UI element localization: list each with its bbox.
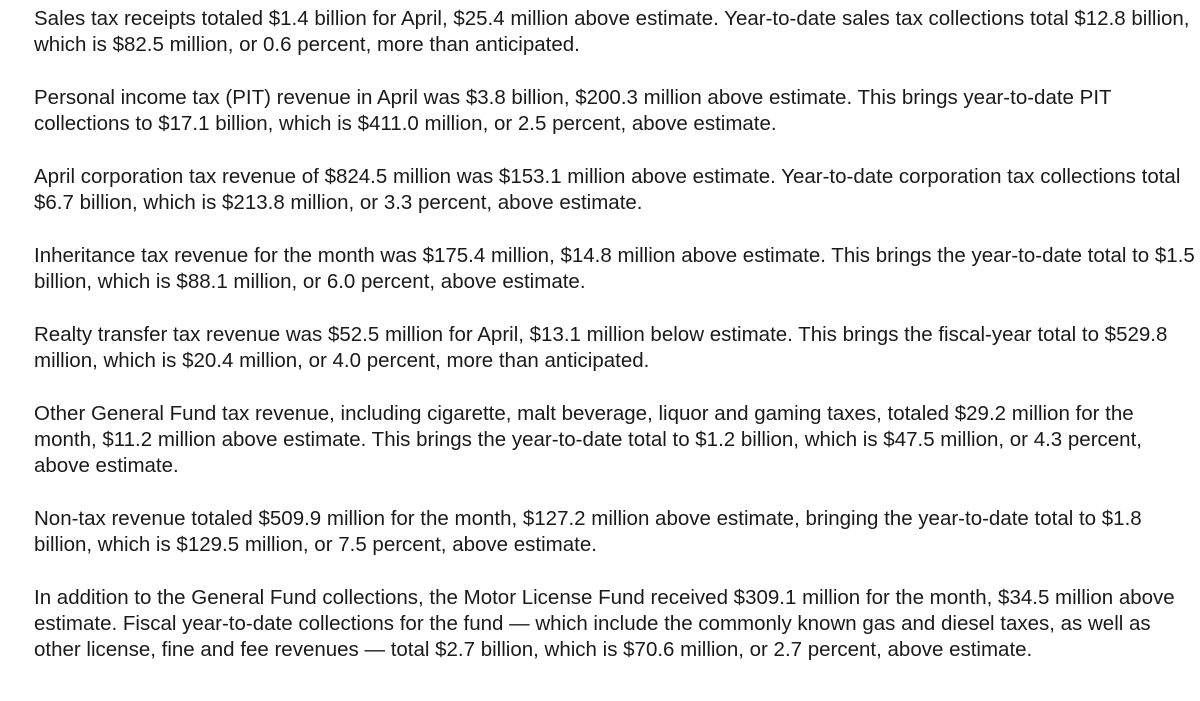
document-body	[34, 6, 1200, 663]
paragraph-inheritance-tax: Inheritance tax revenue for the month was $175.4 million, $14.8 million above estimate. This brings the year-to-date total to $1.5 billion, which is $88.1 million, or 6.0 percent, above estimate.	[34, 244, 1195, 293]
paragraph-personal-income-tax: Personal income tax (PIT) revenue in April was $3.8 billion, $200.3 million above estimate. This brings year-to-date PIT collections to $17.1 billion, which is $411.0 million, or 2.5 percent, above estimate.	[34, 86, 1112, 135]
paragraph-realty-transfer-tax: Realty transfer tax revenue was $52.5 million for April, $13.1 million below estimate. This brings the fiscal-year total to $529.8 million, which is $20.4 million, or 4.0 percent, more than anticipated.	[34, 323, 1168, 372]
paragraph-other-general-fund-tax: Other General Fund tax revenue, including cigarette, malt beverage, liquor and gaming taxes, totaled $29.2 million for the month, $11.2 million above estimate. This brings the year-to-date total to $1.2 billion, which is $47.5 million, or 4.3 percent, above estimate.	[34, 402, 1142, 477]
paragraph-corporation-tax: April corporation tax revenue of $824.5 million was $153.1 million above estimate. Year-to-date corporation tax collections total $6.7 billion, which is $213.8 million, or 3.3 percent, above estimate.	[34, 165, 1181, 214]
paragraph-motor-license-fund: In addition to the General Fund collections, the Motor License Fund received $309.1 million for the month, $34.5 million above estimate. Fiscal year-to-date collections for the fund — which include the commonly known gas and diesel taxes, as well as other license, fine and fee revenues — total $2.7 billion, which is $70.6 million, or 2.7 percent, above estimate.	[34, 586, 1175, 661]
paragraph-non-tax-revenue: Non-tax revenue totaled $509.9 million for the month, $127.2 million above estimate, bringing the year-to-date total to $1.8 billion, which is $129.5 million, or 7.5 percent, above estimate.	[34, 507, 1142, 556]
paragraph-sales-tax: Sales tax receipts totaled $1.4 billion for April, $25.4 million above estimate. Year-to-date sales tax collections total $12.8 billion, which is $82.5 million, or 0.6 percent, more than anticipated.	[34, 7, 1190, 56]
